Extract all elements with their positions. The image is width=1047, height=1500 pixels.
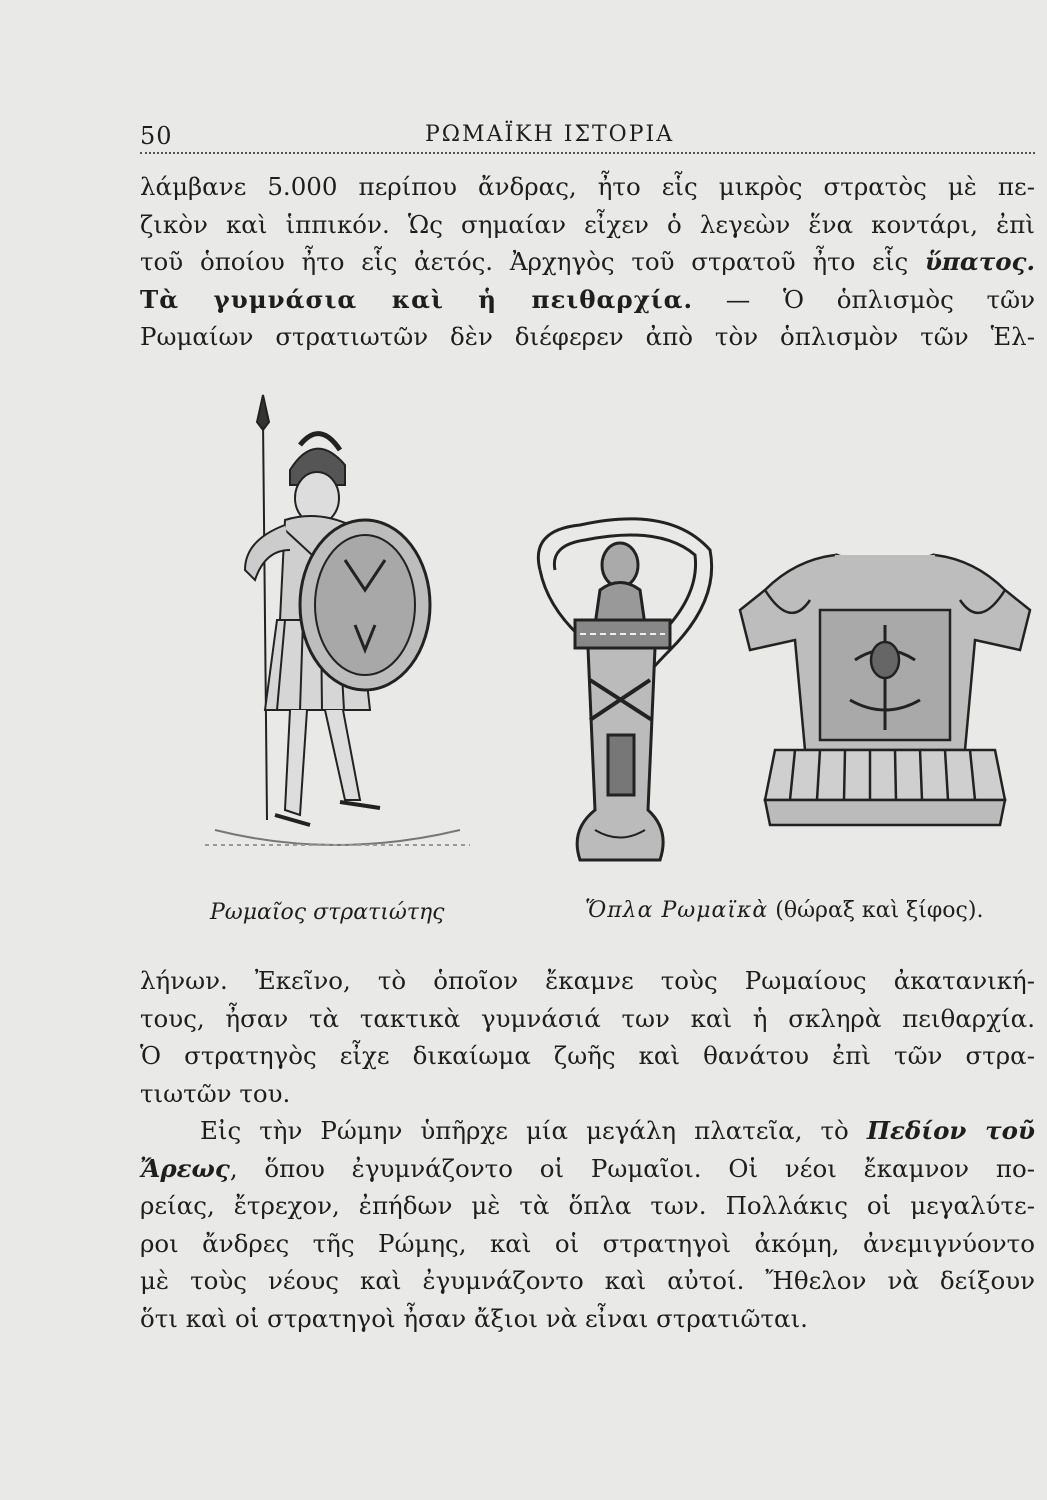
text-line: ροι ἄνδρες τῆς Ρώμης, καὶ οἱ στρατηγοὶ ἀκόμη, ἀνεμιγνύοντο [140, 1228, 1035, 1258]
paragraph-top [140, 168, 1035, 356]
roman-cuirass-icon [735, 540, 1035, 840]
text-line: Ρωμαίων στρατιωτῶν δὲν διέφερεν ἀπὸ τὸν ὁπλισμὸν τῶν Ἑλ- [140, 322, 1035, 351]
caption-weapons-plain: (θώραξ καὶ ξίφος). [768, 898, 984, 923]
page-header [140, 118, 1035, 148]
text-line: ρείας, ἔτρεχον, ἐπήδων μὲ τὰ ὅπλα των. Πολλάκις οἱ μεγαλύτε- [140, 1191, 1035, 1220]
text-line: λήνων. Ἐκεῖνο, τὸ ὁποῖον ἔκαμνε τοὺς Ρωμαίους ἀκατανική- [140, 966, 1035, 995]
text-line: μὲ τοὺς νέους καὶ ἐγυμνάζοντο καὶ αὐτοί. Ἤθελον νὰ δείξουν [140, 1266, 1035, 1295]
text-line: Ὁ στρατηγὸς εἶχε δικαίωμα ζωῆς καὶ θανάτου ἐπὶ τῶν στρα- [140, 1041, 1035, 1070]
text-line: τιωτῶν του. [140, 1078, 291, 1108]
text-run: τοῦ ὁποίου ἦτο εἷς ἀετός. Ἀρχηγὸς τοῦ στρατοῦ ἦτο εἷς [140, 247, 925, 276]
term-pedion: Πεδίον τοῦ [866, 1116, 1035, 1145]
caption-weapons-italic: Ὅπλα Ρωμαϊκὰ [585, 898, 769, 923]
page-number: 50 [140, 122, 173, 150]
text-line: τους, ἦσαν τὰ τακτικὰ γυμνάσιά των καὶ ἡ σκληρὰ πειθαρχία. [140, 1003, 1035, 1033]
caption-soldier: Ρωμαῖος στρατιώτης [210, 900, 445, 925]
text-line [140, 1112, 1035, 1150]
text-line: λάμβανε 5.000 περίπου ἄνδρας, ἦτο εἷς μικρὸς στρατὸς μὲ πε- [140, 172, 1035, 201]
text-run: Εἰς τὴν Ρώμην ὑπῆρχε μία μεγάλη πλατεῖα, τὸ [200, 1116, 867, 1145]
text-line: ὅτι καὶ οἱ στρατηγοὶ ἦσαν ἄξιοι νὰ εἶναι στρατιῶται. [140, 1303, 808, 1333]
section-heading: Τὰ γυμνάσια καὶ ἡ πειθαρχία. [140, 284, 694, 314]
text-line [140, 1150, 1035, 1188]
roman-sword-icon [520, 510, 720, 880]
text-line: ζικὸν καὶ ἱππικόν. Ὡς σημαίαν εἶχεν ὁ λεγεὼν ἕνα κοντάρι, ἐπὶ [140, 209, 1035, 239]
running-title: ΡΩΜΑΪΚΗ ΙΣΤΟΡΙΑ [425, 122, 675, 147]
term-areos: Ἄρεως [140, 1153, 230, 1183]
text-run: , ὅπου ἐγυμνάζοντο οἱ Ρωμαῖοι. Οἱ νέοι ἔκαμνον πο- [229, 1153, 1035, 1183]
text-line [140, 243, 1035, 281]
paragraph-bottom [140, 962, 1035, 1337]
caption-weapons [585, 898, 983, 923]
text-line [140, 281, 1035, 319]
text-run: — Ὁ ὁπλισμὸς τῶν [693, 284, 1035, 314]
term-hypatos: ὕπατος. [924, 247, 1035, 276]
header-dotted-rule [140, 152, 1035, 154]
roman-soldier-icon [205, 390, 470, 880]
